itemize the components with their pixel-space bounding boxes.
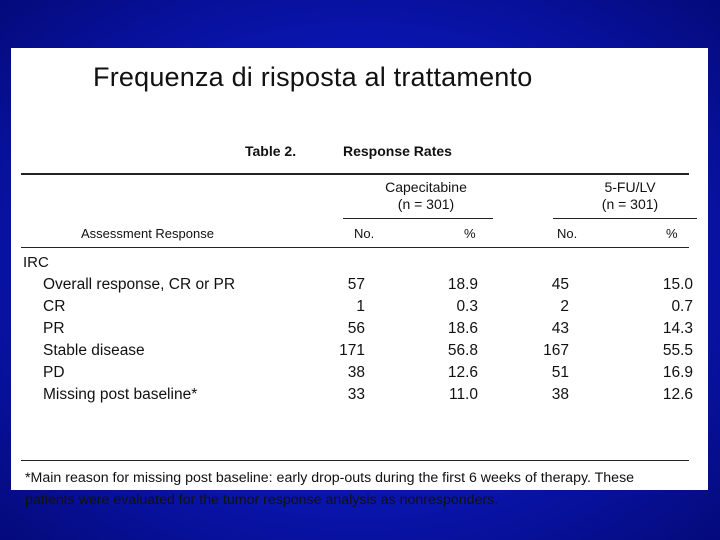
section-label-irc: IRC bbox=[23, 254, 49, 271]
group-5fulv-name: 5-FU/LV bbox=[604, 179, 656, 195]
table-caption-text: Response Rates bbox=[343, 143, 452, 159]
row-header-label: Assessment Response bbox=[81, 226, 214, 241]
cell-cap-pct: 0.3 bbox=[456, 298, 478, 315]
cell-fu-pct: 12.6 bbox=[662, 386, 693, 403]
cell-fu-no: 38 bbox=[551, 386, 569, 403]
cell-fu-no: 45 bbox=[551, 276, 569, 293]
cell-fu-pct: 0.7 bbox=[671, 298, 693, 315]
row-label: CR bbox=[43, 298, 66, 315]
cell-cap-no: 57 bbox=[347, 276, 365, 293]
col-header-cap-no: No. bbox=[354, 226, 375, 241]
cell-cap-no: 1 bbox=[356, 298, 365, 315]
group-header-capecitabine bbox=[351, 179, 501, 213]
cell-fu-pct: 15.0 bbox=[662, 276, 693, 293]
cell-cap-pct: 12.6 bbox=[447, 364, 478, 381]
table-row bbox=[21, 298, 693, 320]
group-5fulv-rule bbox=[553, 218, 697, 219]
row-label: PR bbox=[43, 320, 65, 337]
cell-cap-pct: 18.6 bbox=[447, 320, 478, 337]
slide bbox=[11, 48, 708, 508]
row-label: Overall response, CR or PR bbox=[43, 276, 236, 293]
group-capecitabine-name: Capecitabine bbox=[385, 179, 467, 195]
cell-cap-no: 56 bbox=[347, 320, 365, 337]
table-row bbox=[21, 364, 693, 386]
cell-cap-pct: 18.9 bbox=[447, 276, 478, 293]
table-bottom-rule bbox=[21, 460, 689, 461]
cell-cap-no: 171 bbox=[339, 342, 365, 359]
cell-fu-no: 43 bbox=[551, 320, 569, 337]
table-top-rule bbox=[21, 173, 689, 175]
cell-fu-no: 167 bbox=[543, 342, 569, 359]
group-header-5fulv bbox=[555, 179, 705, 213]
col-header-fu-no: No. bbox=[557, 226, 578, 241]
table-row bbox=[21, 386, 693, 408]
table-row bbox=[21, 320, 693, 342]
table-footnote: *Main reason for missing post baseline: early drop-outs during the first 6 weeks of therapy. These patients were evaluated for the tumor response analysis as nonresponders. bbox=[25, 470, 635, 508]
table-row bbox=[21, 276, 693, 298]
cell-fu-pct: 14.3 bbox=[662, 320, 693, 337]
cell-fu-no: 2 bbox=[560, 298, 569, 315]
cell-fu-no: 51 bbox=[551, 364, 569, 381]
table-row bbox=[21, 342, 693, 364]
group-5fulv-n: (n = 301) bbox=[601, 196, 659, 212]
header-bottom-rule bbox=[21, 247, 689, 248]
col-header-fu-pct: % bbox=[666, 226, 678, 241]
group-capecitabine-rule bbox=[343, 218, 493, 219]
row-label: Missing post baseline* bbox=[43, 386, 198, 403]
table-caption-number: Table 2. bbox=[245, 143, 297, 159]
cell-cap-pct: 11.0 bbox=[448, 386, 478, 403]
cell-cap-no: 38 bbox=[347, 364, 365, 381]
cell-cap-pct: 56.8 bbox=[447, 342, 478, 359]
cell-cap-no: 33 bbox=[347, 386, 365, 403]
col-header-cap-pct: % bbox=[464, 226, 476, 241]
row-label: PD bbox=[43, 364, 65, 381]
slide-title: Frequenza di risposta al trattamento bbox=[93, 62, 533, 92]
row-label: Stable disease bbox=[43, 342, 145, 359]
cell-fu-pct: 55.5 bbox=[662, 342, 693, 359]
cell-fu-pct: 16.9 bbox=[662, 364, 693, 381]
group-capecitabine-n: (n = 301) bbox=[397, 196, 455, 212]
